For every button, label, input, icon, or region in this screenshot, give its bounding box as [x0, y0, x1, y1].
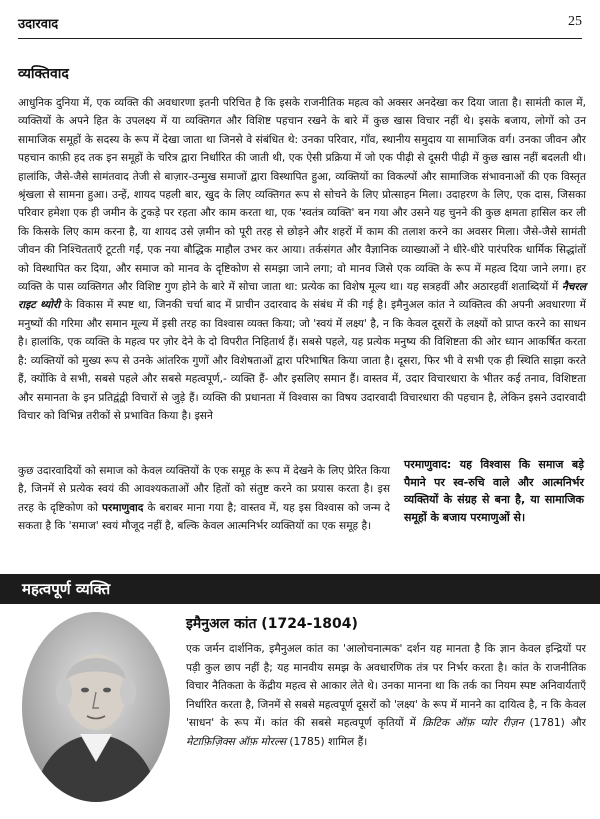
bio-text: एक जर्मन दार्शनिक, इमैनुअल कांत का 'आलोचनात्मक' दर्शन यह मानता है कि ज्ञान केवल इन्द्रियों पर पड़ी कुल छाप नहीं है; यह मानवीय समझ के अवधारणिक तंत्र पर निर्भर करता है। कांत के राजनीतिक विचार नैतिकता के केंद्रीय महत्व से आकार लेते थे। उनका मानना था कि तर्क का नियम स्पष्ट अनिवार्यताएँ निर्धारित करता है, जिनमें से सबसे महत्वपूर्ण दूसरों को 'लक्ष्य' के रूप में मानने का दायित्व है, न कि केवल 'साधन' के रूप में। कांत की सबसे महत्वपूर्ण कृतियों में: [186, 643, 586, 730]
definition-text: यह विश्वास कि समाज बड़े पैमाने पर स्व-रुचि वाले और आत्मनिर्भर व्यक्तियों के संग्रह से बना है, या सामाजिक समूहों के बजाय परमाणुओं से।: [404, 458, 584, 524]
kant-portrait: [22, 612, 170, 802]
page-number: 25: [568, 14, 582, 29]
definition-term: परमाणुवाद:: [404, 458, 452, 471]
paragraph-text: के बराबर माना गया है; वास्तव में, यह इस विश्वास को जन्म दे सकता है कि 'समाज' स्वयं मौजूद नहीं है, बल्कि केवल आत्मनिर्भर व्यक्तियों का एक समूह है।: [18, 501, 391, 533]
atomism-term: परमाणुवाद: [102, 501, 144, 514]
paragraph-text: आधुनिक दुनिया में, एक व्यक्ति की अवधारणा इतनी परिचित है कि इसके राजनीतिक महत्व को अक्सर अनदेखा कर दिया जाता है। सामंती काल में, व्यक्तियों के अपने हित के उपलक्ष्य में या व्यक्तिगत और विशिष्ट पहचान रखने के बारे में कुछ खास विचार नहीं थे। इसके बजाय, लोगों को उन सामाजिक समूहों के सदस्य के रूप में देखा जाता था जिनसे वे संबंधित थे: उनका परिवार, गाँव, स्थानीय समुदाय या सामाजिक वर्ग। उनका जीवन और पहचान काफ़ी हद तक इन समूहों के चरित्र द्वारा निर्धारित की जाती थी, एक ऐसी प्रक्रिया में जो एक पीढ़ी से दूसरी पीढ़ी में कुछ खास नहीं बदलती थी। हालांकि, जैसे-जैसे सामंतवाद तेजी से बाज़ार-उन्मुख समाजों द्वारा विस्थापित हुआ, व्यक्तियों का विकल्पों और सामाजिक संभावनाओं की एक विस्तृत श्रृंखला से सामना हुआ। उन्हें, शायद पहली बार, खुद के लिए व्यक्तिगत रूप से सोचने के लिए प्रोत्साहन मिला। उदाहरण के लिए, एक दास, जिसका परिवार हमेशा एक ही जमीन के टुकड़े पर रहता और काम करता था, एक 'स्वतंत्र व्यक्ति' बन गया और उसने यह चुनने की कुछ क्षमता हासिल कर ली कि किसके लिए काम करना है, या शायद उसे ज़मीन को पूरी तरह से छोड़ने और शहरों में काम की तलाश करने का अवसर मिला। जैसे-जैसे सामंती जीवन की निश्चितताएँ टूटती गईं, एक नया बौद्धिक माहौल उभर कर आया। तर्कसंगत और वैज्ञानिक व्याख्याओं ने धीरे-धीरे पारंपरिक धार्मिक सिद्धांतों को विस्थापित कर दिया, और समाज को मानव के दृष्टिकोण से समझा जाने लगा; वो मानव जिसे एक व्यक्ति के रूप में महत्व दिया जाने लगा। हर व्यक्ति के पास व्यक्तिगत और विशिष्ट गुण होने के बारे में सोचा जाता था: प्रत्येक का विशेष मूल्य था। यह सत्रहवीं और अठारहवीं शताब्दियों में: [18, 97, 586, 294]
chapter-title: उदारवाद: [18, 17, 59, 32]
section-heading: व्यक्तिवाद: [18, 66, 69, 82]
body-paragraph-continued: [18, 462, 390, 536]
natural-rights-term: नैचरल राइट थ्योरी: [18, 281, 586, 312]
banner-title: महत्वपूर्ण व्यक्ति: [22, 580, 111, 598]
definition-box: [404, 456, 584, 526]
body-paragraph: [18, 94, 586, 425]
work-title: मेटाफ़िज़िक्स ऑफ़ मोरल्स: [186, 735, 287, 748]
person-name: इमैनुअल कांत (1724-1804): [186, 616, 358, 632]
important-person-banner: [0, 574, 600, 604]
work-title: क्रिटिक ऑफ़ प्योर रीज़न: [422, 717, 524, 730]
bio-text: (1785) शामिल हैं।: [286, 735, 368, 748]
portrait-illustration: [22, 612, 170, 802]
bio-text: (1781) और: [523, 717, 586, 730]
biography-paragraph: [186, 640, 586, 752]
running-header: [18, 12, 582, 39]
paragraph-text: के विकास में स्पष्ट था, जिनकी चर्चा बाद में प्राचीन उदारवाद के संबंध में की गई है। इमैनुअल कांत ने व्यक्तित्व की अपनी अवधारणा में मनुष्यों की गरिमा और समान मूल्य में इसी तरह का विश्वास व्यक्त किया; जो 'स्वयं में लक्ष्य' है, न कि केवल दूसरों के लक्ष्यों को प्राप्त करने का साधन है। हालांकि, एक व्यक्ति के महत्व पर ज़ोर देने के दो विपरीत निहितार्थ हैं। सबसे पहले, यह प्रत्येक मनुष्य की विशिष्टता की ओर ध्यान आकर्षित करता है: व्यक्तियों को मुख्य रूप से उनके आंतरिक गुणों और विशेषताओं द्वारा परिभाषित किया जाता है। दूसरा, फिर भी वे सभी एक ही स्थिति साझा करते हैं, क्योंकि वे सभी, सबसे पहले और सबसे महत्वपूर्ण,- व्यक्ति हैं- और इसलिए समान हैं। वास्तव में, उदार विचारधारा के भीतर कई तनाव, विशिष्टता और समानता के इन प्रतिद्वंद्वी विचारों से जुड़े हैं। व्यक्ति की प्रधानता में विश्वास का विषय उदारवादी विचारधारा की पहचान है, लेकिन इसने उदारवादी विचार को विभिन्न तरीकों से प्रभावित किया है। इसने: [18, 299, 586, 422]
paragraph-text: कुछ उदारवादियों को समाज को केवल व्यक्तियों के एक समूह के रूप में देखने के लिए प्रेरित किया है, जिनमें से प्रत्येक स्वयं की आवश्यकताओं और हितों को संतुष्ट करने का प्रयास करता है। इस तरह के दृष्टिकोण को: [18, 465, 390, 514]
